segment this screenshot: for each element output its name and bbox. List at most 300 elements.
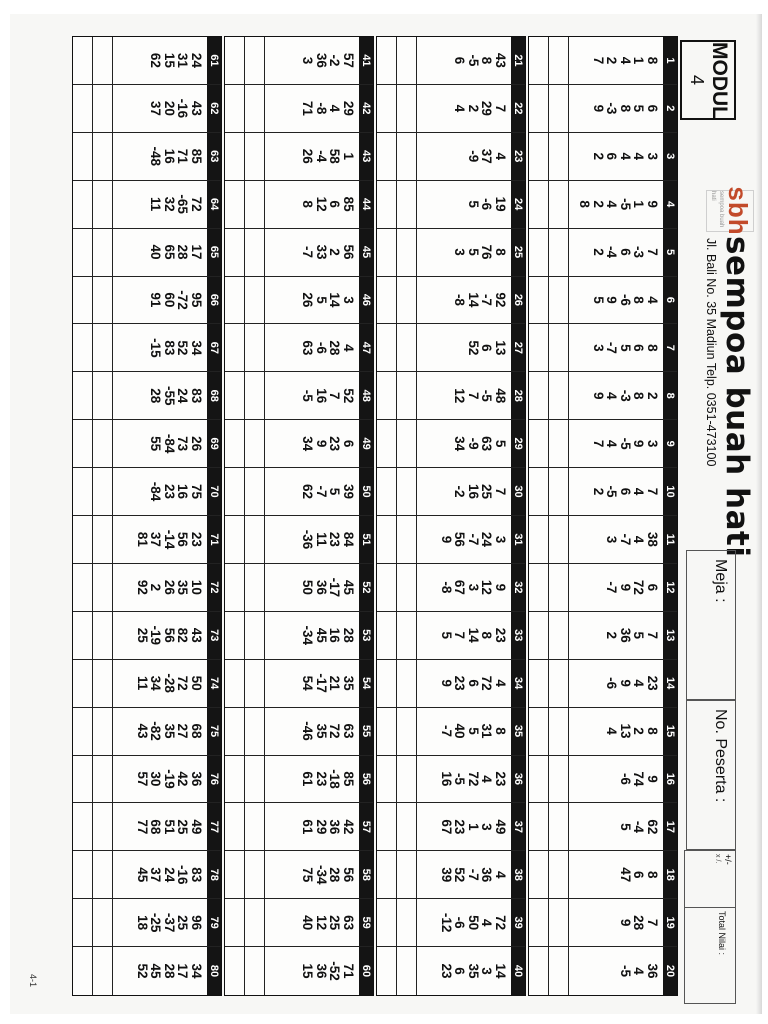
problem-number: 41 — [359, 37, 373, 84]
problem-number: 70 — [207, 468, 221, 515]
operand: 4 — [452, 104, 468, 113]
operand: 7 — [645, 248, 660, 256]
operand: 25 — [327, 915, 343, 931]
operand: 29 — [341, 100, 356, 116]
operand: 43 — [189, 100, 204, 116]
operand: 34 — [148, 675, 164, 691]
problem-number: 8 — [663, 372, 677, 419]
problem-operands — [467, 181, 512, 228]
operand: -3 — [604, 102, 620, 115]
operand: 68 — [189, 723, 204, 739]
problem-column — [377, 803, 525, 851]
operand: 52 — [466, 340, 481, 356]
operand: 25 — [479, 484, 495, 500]
operand: 7 — [591, 56, 606, 65]
operand: -9 — [466, 437, 481, 450]
problem-column — [73, 372, 221, 420]
operand: 63 — [341, 723, 356, 739]
operand: -7 — [466, 868, 481, 881]
operand: 36 — [645, 963, 660, 979]
operand: 4 — [604, 391, 620, 400]
problem-operands — [136, 756, 208, 803]
operand: 60 — [162, 292, 177, 308]
problem-operands — [619, 803, 664, 850]
problem-column — [73, 229, 221, 277]
problem-column — [529, 372, 677, 420]
operand: 6 — [631, 870, 647, 879]
operand: 49 — [189, 819, 204, 835]
operand: 38 — [645, 531, 660, 547]
operand: -4 — [314, 150, 329, 163]
problem-operands — [592, 420, 664, 467]
problem-number: 1 — [663, 37, 677, 84]
operand: 62 — [300, 484, 316, 500]
operand: -55 — [162, 385, 177, 406]
problem-operands — [301, 851, 359, 898]
operand: 5 — [591, 296, 606, 304]
operand: 1 — [631, 56, 647, 65]
answer-line — [112, 37, 113, 995]
operand: 5 — [631, 631, 647, 639]
problem-number: 75 — [207, 708, 221, 755]
problem-column — [73, 803, 221, 851]
operand: 4 — [604, 200, 620, 208]
problem-number: 45 — [359, 229, 373, 276]
problem-number: 12 — [663, 564, 677, 611]
problem-operands — [453, 277, 511, 324]
problem-column — [225, 756, 373, 804]
operand: 26 — [162, 579, 177, 595]
answer-line — [264, 37, 265, 995]
problem-column — [73, 420, 221, 468]
problem-number: 32 — [511, 564, 525, 611]
operand: -7 — [604, 581, 620, 594]
operand: 1 — [466, 823, 481, 831]
problem-column — [73, 564, 221, 612]
operand: 65 — [162, 244, 177, 260]
problem-operands — [440, 756, 512, 803]
operand: 76 — [479, 244, 495, 260]
operand: 47 — [618, 867, 633, 883]
problem-column — [225, 85, 373, 133]
operand: 51 — [162, 819, 177, 835]
operand: 34 — [300, 436, 316, 452]
operand: 2 — [327, 248, 343, 256]
problem-column — [225, 851, 373, 899]
operand: 92 — [493, 292, 508, 308]
problem-number: 47 — [359, 324, 373, 371]
problem-number: 4 — [663, 181, 677, 228]
operand: -8 — [452, 293, 468, 306]
operand: 2 — [604, 56, 620, 65]
problem-column — [529, 516, 677, 564]
problem-operands — [301, 85, 359, 132]
operand: 14 — [493, 963, 508, 979]
problem-column — [529, 420, 677, 468]
operand: 6 — [618, 248, 633, 256]
operand: 56 — [452, 531, 468, 547]
operand: -12 — [439, 912, 454, 933]
problem-number: 51 — [359, 516, 373, 563]
operand: -8 — [314, 102, 329, 115]
problem-number: 77 — [207, 803, 221, 850]
operand: 4 — [604, 727, 620, 735]
problem-number: 60 — [359, 947, 373, 995]
operand: 36 — [314, 963, 329, 979]
problem-column — [377, 181, 525, 229]
operand: 12 — [479, 579, 495, 595]
problem-column — [529, 229, 677, 277]
problem-operands — [592, 133, 664, 180]
problem-column — [377, 899, 525, 947]
problem-number: 53 — [359, 612, 373, 659]
problem-operands — [605, 612, 663, 659]
operand: 8 — [645, 56, 660, 65]
operand: 24 — [479, 531, 495, 547]
operand: 4 — [631, 967, 647, 975]
operand: 73 — [175, 436, 191, 452]
problem-operands — [301, 229, 359, 276]
operand: -7 — [479, 293, 495, 306]
operand: -16 — [175, 864, 191, 885]
problem-number: 42 — [359, 85, 373, 132]
operand: 4 — [631, 679, 647, 687]
problem-number: 56 — [359, 756, 373, 803]
operand: 83 — [189, 388, 204, 404]
problem-column — [377, 420, 525, 468]
operand: 36 — [314, 579, 329, 595]
peserta-label: No. Peserta : — [712, 709, 729, 803]
operand: 48 — [493, 388, 508, 404]
operand: 16 — [314, 388, 329, 404]
operand: 2 — [148, 583, 164, 592]
score-box[interactable] — [684, 850, 736, 1004]
problem-number: 71 — [207, 516, 221, 563]
problem-column — [529, 708, 677, 756]
problem-column — [377, 277, 525, 325]
operand: -6 — [618, 293, 633, 306]
operand: 5 — [466, 727, 481, 735]
operand: 5 — [327, 487, 343, 496]
problem-number: 78 — [207, 851, 221, 898]
operand: 39 — [439, 867, 454, 883]
operand: 7 — [645, 918, 660, 927]
operand: 9 — [591, 391, 606, 400]
problem-column — [529, 756, 677, 804]
problem-column — [73, 516, 221, 564]
problem-number: 66 — [207, 277, 221, 324]
operand: 36 — [314, 52, 329, 68]
problem-operands — [619, 899, 664, 946]
problem-operands — [578, 181, 663, 228]
problem-block — [376, 36, 526, 996]
problem-operands — [301, 133, 359, 180]
operand: -7 — [466, 533, 481, 546]
operand: -5 — [618, 198, 633, 211]
operand: 4 — [479, 775, 495, 783]
operand: 85 — [341, 196, 356, 212]
problem-number: 29 — [511, 420, 525, 467]
operand: 61 — [300, 771, 316, 787]
operand: 72 — [466, 771, 481, 787]
operand: -5 — [618, 965, 633, 978]
problem-column — [73, 660, 221, 708]
operand: 7 — [452, 631, 468, 639]
operand: 85 — [189, 148, 204, 164]
operand: 7 — [466, 391, 481, 400]
problem-number: 23 — [511, 133, 525, 180]
operand: 42 — [341, 819, 356, 835]
problem-number: 18 — [663, 851, 677, 898]
problem-number: 25 — [511, 229, 525, 276]
problem-operands — [136, 516, 208, 563]
operand: 4 — [618, 56, 633, 65]
operand: -5 — [604, 485, 620, 498]
problem-operands — [440, 947, 512, 995]
problem-column — [529, 85, 677, 133]
operand: 63 — [341, 915, 356, 931]
operand: -3 — [631, 246, 647, 259]
operand: 72 — [479, 675, 495, 691]
problem-column — [529, 277, 677, 325]
operand: 30 — [148, 771, 164, 787]
problem-number: 28 — [511, 372, 525, 419]
operand: 17 — [175, 963, 191, 979]
problem-number: 76 — [207, 756, 221, 803]
problem-operands — [619, 851, 664, 898]
problem-number: 27 — [511, 324, 525, 371]
problem-number: 65 — [207, 229, 221, 276]
problem-number: 67 — [207, 324, 221, 371]
problem-grid — [73, 37, 221, 995]
operand: 6 — [452, 56, 468, 65]
operand: 26 — [300, 292, 316, 308]
operand: 9 — [618, 918, 633, 927]
operand: 16 — [175, 484, 191, 500]
problem-column — [377, 756, 525, 804]
operand: 26 — [189, 436, 204, 452]
operand: -84 — [148, 481, 164, 502]
problem-column — [73, 85, 221, 133]
problem-column — [73, 324, 221, 372]
operand: 18 — [135, 915, 150, 931]
problem-operands — [301, 564, 359, 611]
problem-column — [73, 708, 221, 756]
operand: 35 — [162, 723, 177, 739]
problem-column — [73, 756, 221, 804]
operand: 6 — [645, 104, 660, 113]
operand: -7 — [604, 341, 620, 354]
operand: 3 — [479, 967, 495, 975]
operand: 36 — [189, 771, 204, 787]
operand: 71 — [300, 100, 316, 116]
operand: 28 — [162, 963, 177, 979]
problem-column — [225, 803, 373, 851]
problem-number: 57 — [359, 803, 373, 850]
operand: 23 — [452, 675, 468, 691]
answer-line — [548, 37, 549, 995]
operand: -3 — [618, 389, 633, 402]
operand: 4 — [631, 152, 647, 160]
operand: 23 — [327, 436, 343, 452]
problem-operands — [453, 37, 511, 84]
operand: 72 — [175, 675, 191, 691]
operand: 11 — [314, 532, 329, 547]
problem-number: 22 — [511, 85, 525, 132]
answer-line — [244, 37, 245, 995]
operand: 9 — [618, 679, 633, 687]
operand: -18 — [327, 769, 343, 789]
operand: 23 — [493, 627, 508, 643]
operand: 9 — [439, 679, 454, 687]
problem-operands — [605, 660, 663, 707]
problem-column — [225, 516, 373, 564]
operand: 36 — [479, 867, 495, 883]
operand: 4 — [327, 104, 343, 113]
operand: 20 — [162, 100, 177, 116]
operand: 75 — [300, 867, 316, 883]
problem-column — [377, 851, 525, 899]
problem-column — [377, 612, 525, 660]
operand: 8 — [645, 870, 660, 879]
problem-column — [73, 851, 221, 899]
problem-column — [529, 133, 677, 181]
operand: 84 — [341, 531, 356, 547]
operand: 28 — [341, 627, 356, 643]
problem-number: 3 — [663, 133, 677, 180]
problem-operands — [467, 324, 512, 371]
module-box — [680, 40, 736, 120]
operand: 4 — [493, 152, 508, 160]
plus-minus-label: +/- — [723, 854, 733, 865]
problem-number: 9 — [663, 420, 677, 467]
problem-column — [73, 133, 221, 181]
problem-column — [529, 851, 677, 899]
answer-line — [568, 37, 569, 995]
operand: 56 — [175, 531, 191, 547]
problem-number: 69 — [207, 420, 221, 467]
operand: 16 — [162, 148, 177, 164]
operand: 4 — [493, 870, 508, 879]
operand: 3 — [300, 56, 316, 65]
operand: 8 — [645, 344, 660, 352]
problem-operands — [301, 324, 359, 371]
operand: 39 — [341, 484, 356, 500]
operand: 2 — [466, 104, 481, 113]
problem-number: 19 — [663, 899, 677, 946]
operand: -46 — [300, 721, 316, 741]
operand: 5 — [618, 823, 633, 831]
operand: 9 — [645, 775, 660, 783]
problem-column — [225, 277, 373, 325]
operand: -84 — [162, 433, 177, 454]
operand: 63 — [300, 340, 316, 356]
problem-number: 16 — [663, 756, 677, 803]
operand: 25 — [175, 819, 191, 835]
operand: 3 — [493, 535, 508, 544]
operand: 11 — [135, 676, 150, 691]
operand: 8 — [645, 727, 660, 735]
problem-number: 33 — [511, 612, 525, 659]
operand: -2 — [452, 485, 468, 498]
operand: -4 — [631, 820, 647, 833]
problem-column — [377, 660, 525, 708]
operand: 12 — [452, 388, 468, 404]
operand: 5 — [618, 344, 633, 352]
operand: 3 — [479, 823, 495, 831]
operand: -8 — [439, 581, 454, 594]
problem-operands — [440, 564, 512, 611]
operand: 4 — [604, 439, 620, 448]
operand: 54 — [300, 675, 316, 691]
operand: 6 — [327, 200, 343, 208]
problem-number: 24 — [511, 181, 525, 228]
problem-number: 17 — [663, 803, 677, 850]
problem-column — [73, 37, 221, 85]
operand: 68 — [148, 819, 164, 835]
operand: 1 — [631, 200, 647, 208]
operand: 40 — [452, 723, 468, 739]
operand: 45 — [341, 579, 356, 595]
operand: -16 — [175, 98, 191, 119]
operand: -5 — [479, 389, 495, 402]
problem-operands — [301, 37, 359, 84]
operand: 83 — [189, 867, 204, 883]
operand: 13 — [493, 340, 508, 356]
operand: 37 — [148, 867, 164, 883]
problem-column — [377, 468, 525, 516]
operand: 11 — [148, 197, 164, 212]
operand: 28 — [148, 388, 164, 404]
operand: 9 — [618, 583, 633, 592]
score-divider — [685, 907, 735, 908]
problem-number: 36 — [511, 756, 525, 803]
operand: -72 — [175, 290, 191, 310]
operand: 56 — [341, 867, 356, 883]
problem-number: 6 — [663, 277, 677, 324]
operand: 8 — [618, 104, 633, 113]
operand: 58 — [327, 148, 343, 164]
problem-operands — [592, 468, 664, 515]
problem-operands — [301, 372, 359, 419]
problem-operands — [467, 133, 512, 180]
problem-grid — [377, 37, 525, 995]
peserta-field[interactable] — [686, 700, 736, 850]
problem-column — [73, 468, 221, 516]
operand: 4 — [631, 535, 647, 544]
worksheet — [10, 14, 762, 1014]
problem-column — [225, 420, 373, 468]
operand: 28 — [327, 340, 343, 356]
problem-number: 2 — [663, 85, 677, 132]
operand: 5 — [466, 248, 481, 256]
operand: 16 — [466, 484, 481, 500]
operand: 36 — [327, 819, 343, 835]
operand: 23 — [162, 484, 177, 500]
operand: 50 — [300, 579, 316, 595]
operand: 2 — [591, 487, 606, 496]
problem-number: 34 — [511, 660, 525, 707]
operand: -34 — [300, 625, 316, 645]
operand: 43 — [135, 723, 150, 739]
problem-number: 11 — [663, 516, 677, 563]
operand: 3 — [341, 296, 356, 304]
meja-field[interactable] — [686, 550, 736, 700]
problem-number: 54 — [359, 660, 373, 707]
operand: 4 — [479, 918, 495, 927]
operand: 9 — [604, 296, 620, 304]
operand: 29 — [479, 100, 495, 116]
